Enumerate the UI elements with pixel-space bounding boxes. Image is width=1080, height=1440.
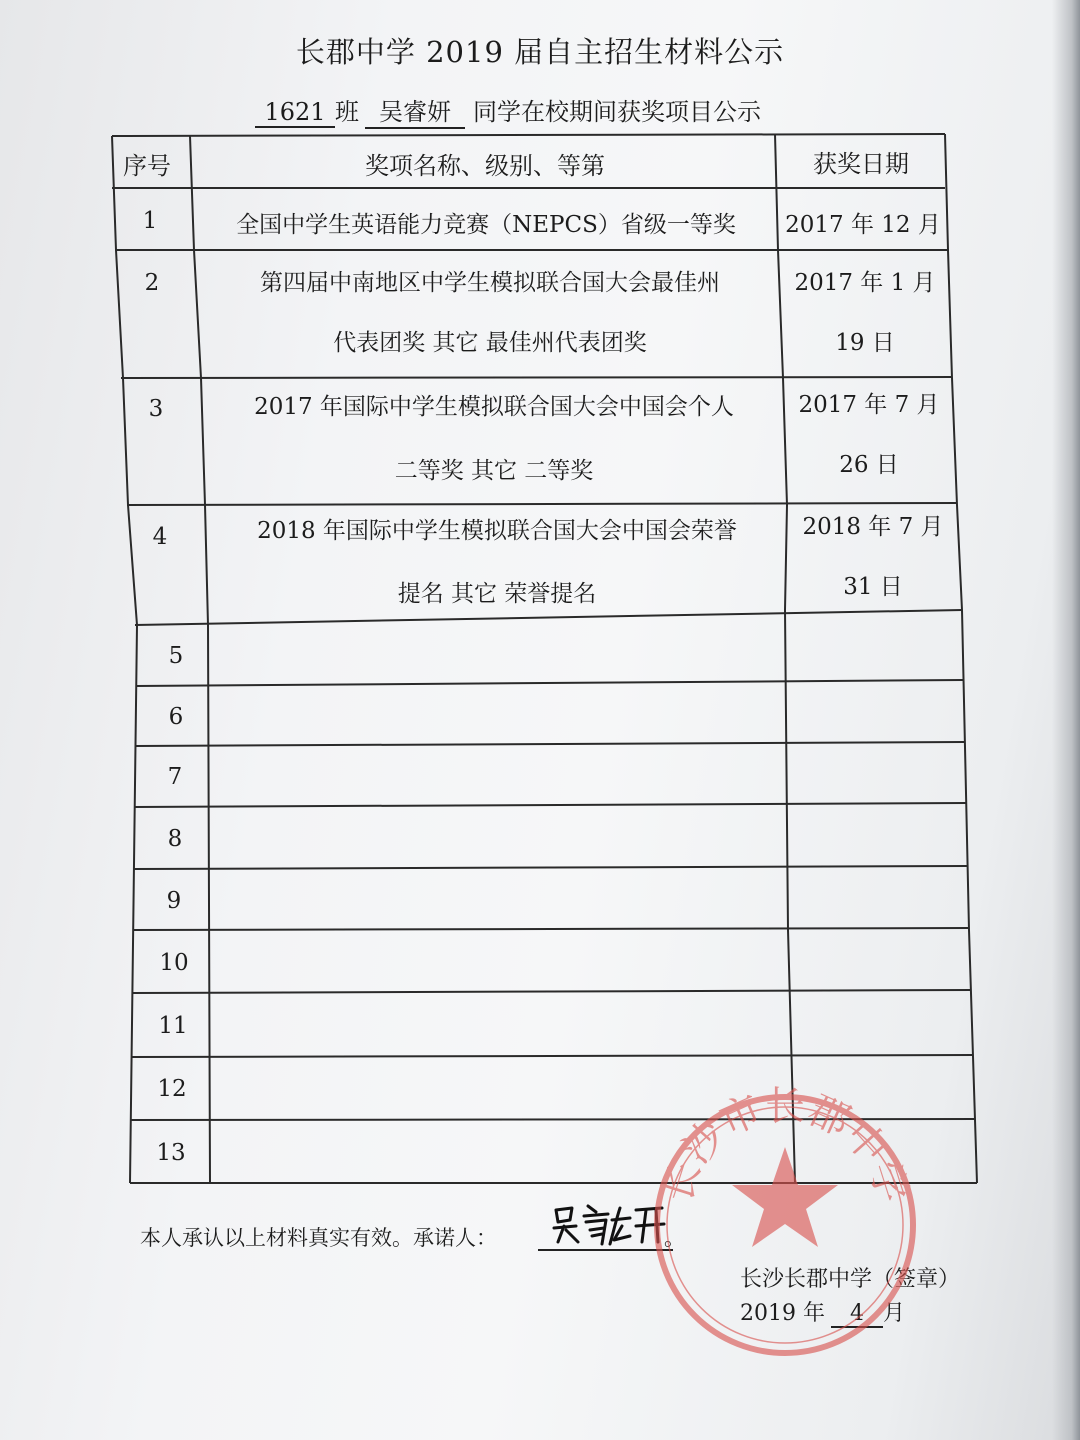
seal-text: 长沙市长郡中学 xyxy=(654,1085,916,1209)
seal-star-icon xyxy=(732,1147,838,1247)
row-2-no: 2 xyxy=(144,270,160,296)
school-signature-label: 长沙长郡中学（签章） xyxy=(740,1267,961,1292)
row-4-award-line2: 提名 其它 荣誉提名 xyxy=(397,581,597,607)
row-5-no: 5 xyxy=(168,643,184,669)
sign-year: 2019 年 xyxy=(740,1301,825,1326)
row-4-award-line1: 2018 年国际中学生模拟联合国大会中国会荣誉 xyxy=(257,518,737,544)
row-8-no: 8 xyxy=(167,826,183,852)
sign-month-suffix: 月 xyxy=(882,1301,905,1326)
row-6-no: 6 xyxy=(168,704,184,730)
row-3-award-line2: 二等奖 其它 二等奖 xyxy=(394,458,594,484)
row-1-award: 全国中学生英语能力竞赛（NEPCS）省级一等奖 xyxy=(236,212,736,238)
row-1-no: 1 xyxy=(142,208,158,234)
row-4-date-line2: 31 日 xyxy=(843,574,903,600)
row-2-award-line1: 第四届中南地区中学生模拟联合国大会最佳州 xyxy=(260,270,720,296)
row-2-date-line1: 2017 年 1 月 xyxy=(794,270,936,296)
document-title: 长郡中学 2019 届自主招生材料公示 xyxy=(295,35,785,69)
row-7-no: 7 xyxy=(167,764,183,790)
header-no: 序号 xyxy=(123,152,171,180)
row-10-no: 10 xyxy=(159,950,189,976)
row-2-date-line2: 19 日 xyxy=(835,330,895,356)
row-4-no: 4 xyxy=(152,524,168,550)
row-3-date-line1: 2017 年 7 月 xyxy=(798,392,940,418)
class-number: 1621 xyxy=(255,98,335,128)
pledge-text: 本人承认以上材料真实有效。承诺人： xyxy=(140,1226,497,1250)
row-2-award-line2: 代表团奖 其它 最佳州代表团奖 xyxy=(333,330,647,356)
class-suffix: 班 xyxy=(335,98,359,126)
header-award: 奖项名称、级别、等第 xyxy=(365,152,605,180)
row-3-no: 3 xyxy=(148,396,164,422)
row-9-no: 9 xyxy=(166,888,182,914)
row-3-award-line1: 2017 年国际中学生模拟联合国大会中国会个人 xyxy=(254,394,734,420)
subtitle-tail: 同学在校期间获奖项目公示 xyxy=(473,98,761,126)
pledge-end: 。 xyxy=(664,1226,685,1250)
row-3-date-line2: 26 日 xyxy=(839,452,899,478)
sign-month: 4 xyxy=(831,1301,883,1328)
school-seal-stamp xyxy=(645,1085,925,1365)
row-4-date-line1: 2018 年 7 月 xyxy=(802,514,944,540)
row-11-no: 11 xyxy=(158,1013,188,1039)
pledge-statement xyxy=(140,1222,497,1252)
row-1-date: 2017 年 12 月 xyxy=(785,212,941,238)
header-date: 获奖日期 xyxy=(813,150,909,178)
row-13-no: 13 xyxy=(156,1140,186,1166)
row-12-no: 12 xyxy=(157,1076,187,1102)
student-name: 吴睿妍 xyxy=(365,92,465,129)
